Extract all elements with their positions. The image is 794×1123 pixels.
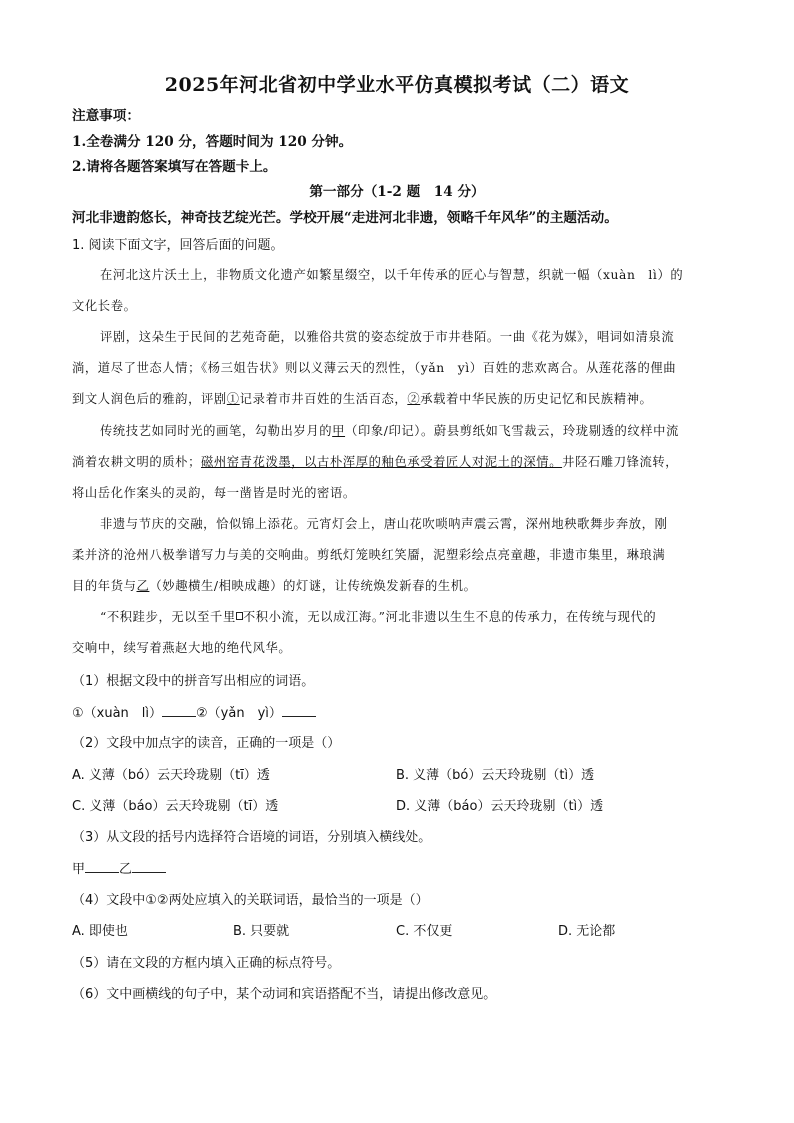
blank-yi: 乙 — [136, 579, 150, 593]
passage-text: 传统技艺如同时光的画笔，勾勒出岁月的 — [100, 424, 333, 438]
passage-line: 交响中，续写着燕赵大地的绝代风华。 — [72, 641, 292, 655]
option-d[interactable]: D. 无论都 — [558, 924, 616, 939]
passage-text: （印象/印记）。蔚县剪纸如飞雪裁云，玲珑剔透的纹样中流 — [345, 424, 679, 438]
pinyin-b: ②（yǎn yì） — [196, 706, 282, 721]
passage-text: 承载着中华民族的历史记忆和民族精神。 — [420, 392, 653, 406]
underlined-sentence: 磁州窑青花泼墨，以古朴浑厚的釉色承受着匠人对泥土的深情。 — [200, 455, 563, 469]
subquestion-6-stem: （6）文中画横线的句子中，某个动词和宾语搭配不当，请提出修改意见。 — [72, 987, 497, 1002]
passage-line — [100, 421, 679, 439]
part-heading: 第一部分（1-2 题 14 分） — [309, 184, 485, 200]
answer-blank[interactable] — [282, 704, 316, 717]
passage-line — [72, 389, 652, 407]
label-yi: 乙 — [119, 862, 133, 877]
blank-marker-2: ② — [407, 392, 421, 406]
passage-line: 将山岳化作案头的灵韵，每一凿皆是时光的密语。 — [72, 486, 356, 500]
notes-heading: 注意事项： — [72, 108, 140, 124]
subquestion-2-stem: （2）文段中加点字的读音，正确的一项是（） — [72, 736, 341, 751]
pinyin-a: ①（xuàn lì） — [72, 706, 163, 721]
subquestion-3-answer-line — [72, 858, 166, 877]
passage-text: 记录着市井百姓的生活百态， — [239, 392, 408, 406]
passage-line — [72, 576, 477, 594]
passage-text: （妙趣横生/相映成趣）的灯谜，让传统焕发新春的生机。 — [149, 579, 477, 593]
answer-blank[interactable] — [85, 860, 119, 873]
passage-line: 淌，道尽了世态人情；《杨三姐告状》则以义薄云天的烈性，（yǎn yì）百姓的悲欢离合。从莲花落的俚曲 — [72, 361, 677, 375]
option-d[interactable]: D. 义薄（báo）云天玲珑剔（tì）透 — [396, 799, 604, 814]
passage-line: 非遗与节庆的交融，恰似锦上添花。元宵灯会上，唐山花吹唢呐声震云霄，深州地秧歌舞步奔放，刚 — [100, 517, 668, 531]
subquestion-1-answer-line — [72, 702, 316, 721]
blank-jia: 甲 — [332, 424, 346, 438]
option-a[interactable]: A. 即使也 — [72, 924, 128, 939]
passage-line — [100, 607, 656, 625]
passage-line: 文化长卷。 — [72, 299, 137, 313]
passage-line: 评剧，这朵生于民间的艺苑奇葩，以雅俗共赏的姿态绽放于市井巷陌。一曲《花为媒》，唱词如清泉流 — [100, 330, 675, 344]
exam-title: 2025年河北省初中学业水平仿真模拟考试（二）语文 — [164, 74, 630, 96]
subquestion-3-stem: （3）从文段的括号内选择符合语境的词语，分别填入横线处。 — [72, 830, 432, 845]
passage-text: 不积小流，无以成江海。”河北非遗以生生不息的传承力，在传统与现代的 — [242, 610, 657, 624]
answer-blank[interactable] — [162, 704, 196, 717]
passage-line: 在河北这片沃土上，非物质文化遗产如繁星缀空，以千年传承的匠心与智慧，织就一幅（xuàn lì）的 — [100, 268, 684, 282]
passage-line: 柔并济的沧州八极拳谱写力与美的交响曲。剪纸灯笼映红笑靥，泥塑彩绘点亮童趣，非遗市集里，琳琅满 — [72, 548, 666, 562]
passage-text: “不积跬步，无以至千里 — [100, 610, 236, 624]
option-c[interactable]: C. 义薄（báo）云天玲珑剔（tī）透 — [72, 799, 279, 814]
option-c[interactable]: C. 不仅更 — [396, 924, 453, 939]
answer-blank[interactable] — [132, 860, 166, 873]
passage-line — [72, 452, 678, 470]
note-item: 2.请将各题答案填写在答题卡上。 — [72, 159, 277, 175]
passage-text: 到文人润色后的雅韵，评剧 — [72, 392, 227, 406]
option-a[interactable]: A. 义薄（bó）云天玲珑剔（tī）透 — [72, 768, 270, 783]
option-b[interactable]: B. 只要就 — [233, 924, 290, 939]
passage-text: 目的年货与 — [72, 579, 137, 593]
option-b[interactable]: B. 义薄（bó）云天玲珑剔（tì）透 — [396, 768, 595, 783]
subquestion-1-stem: （1）根据文段中的拼音写出相应的词语。 — [72, 674, 315, 689]
label-jia: 甲 — [72, 862, 86, 877]
question-1-stem: 1. 阅读下面文字，回答后面的问题。 — [72, 238, 284, 253]
passage-text: 井陉石雕刀锋流转， — [562, 455, 679, 469]
subquestion-4-stem: （4）文段中①②两处应填入的关联词语，最恰当的一项是（） — [72, 893, 429, 908]
passage-text: 淌着农耕文明的质朴； — [72, 455, 201, 469]
punctuation-box — [236, 612, 243, 620]
part-intro: 河北非遗韵悠长，神奇技艺绽光芒。学校开展“走进河北非遗，领略千年风华”的主题活动。 — [72, 210, 618, 226]
subquestion-5-stem: （5）请在文段的方框内填入正确的标点符号。 — [72, 956, 341, 971]
note-item: 1.全卷满分 120 分，答题时间为 120 分钟。 — [72, 134, 353, 150]
blank-marker-1: ① — [226, 392, 240, 406]
